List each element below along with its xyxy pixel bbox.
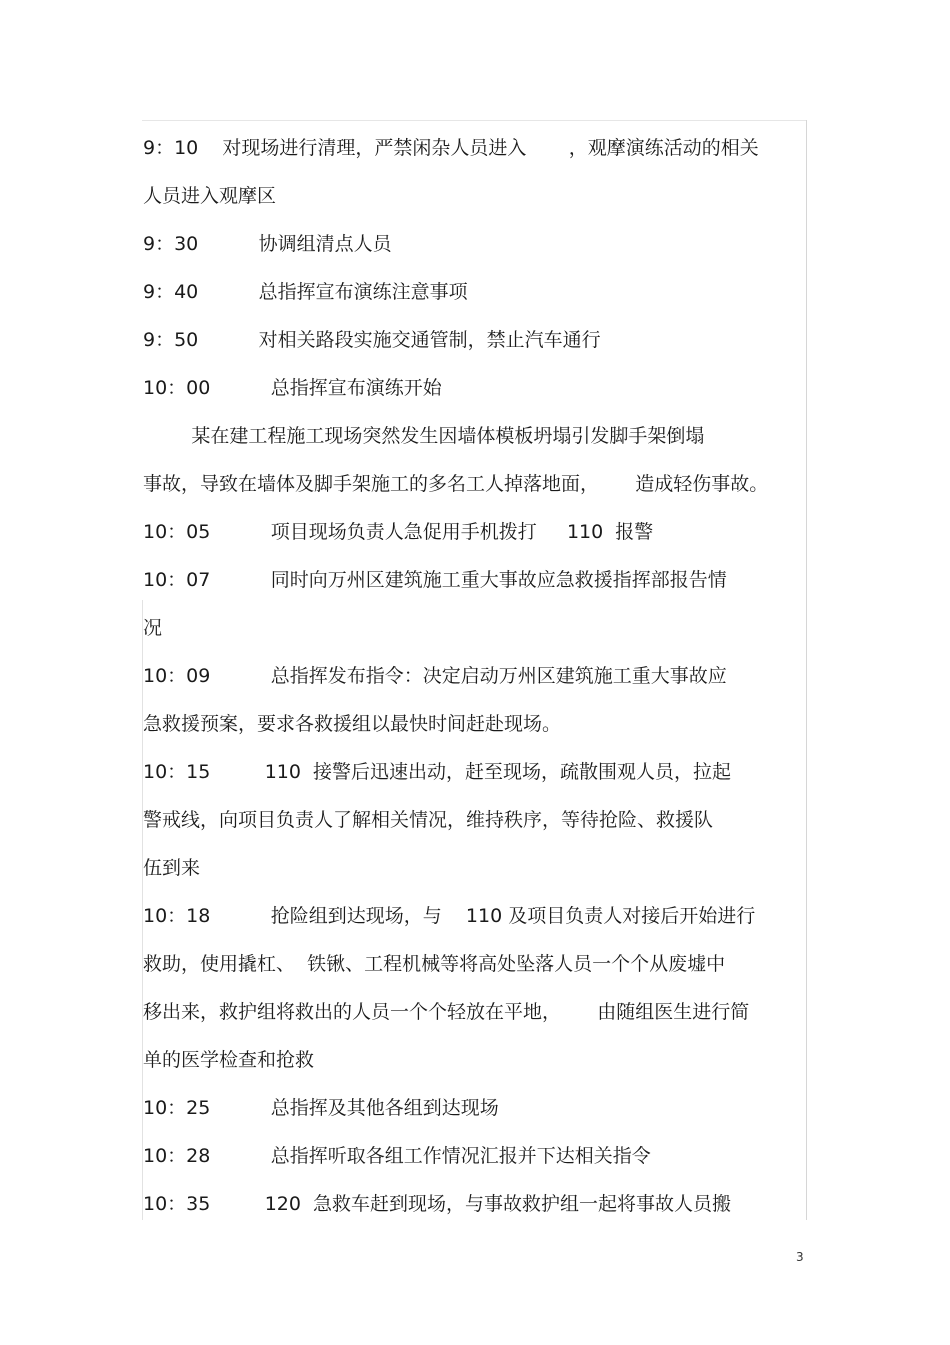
text-line: 10：25 总指挥及其他各组到达现场: [143, 1097, 499, 1119]
text-line: 急救援预案，要求各救援组以最快时间赶赴现场。: [143, 713, 562, 735]
text-line: 伍到来: [143, 857, 201, 879]
page-frame-top: [142, 120, 807, 121]
text-line: 10：18 抢险组到达现场，与 110 及项目负责人对接后开始进行: [143, 905, 756, 927]
text-line: 救助，使用撬杠、 铁锹、工程机械等将高处坠落人员一个个从废墟中: [143, 953, 726, 975]
text-line: 10：28 总指挥听取各组工作情况汇报并下达相关指令: [143, 1145, 651, 1167]
text-line: 单的医学检查和抢救: [143, 1049, 315, 1071]
text-line: 9：40 总指挥宣布演练注意事项: [143, 281, 468, 303]
text-line: 人员进入观摩区: [143, 185, 277, 207]
text-line: 10：00 总指挥宣布演练开始: [143, 377, 442, 399]
text-line: 况: [143, 617, 163, 639]
text-line: 警戒线，向项目负责人了解相关情况，维持秩序，等待抢险、救援队: [143, 809, 714, 831]
text-line: 9：10 对现场进行清理，严禁闲杂人员进入 ，观摩演练活动的相关: [143, 137, 759, 159]
text-line: 10：15 110 接警后迅速出动，赶至现场，疏散围观人员，拉起: [143, 761, 732, 783]
text-line: 9：50 对相关路段实施交通管制，禁止汽车通行: [143, 329, 601, 351]
text-line: 10：05 项目现场负责人急促用手机拨打 110 报警: [143, 521, 654, 543]
page-frame-right: [806, 120, 807, 1220]
page-number: 3: [796, 1250, 804, 1264]
text-line: 某在建工程施工现场突然发生因墙体模板坍塌引发脚手架倒塌: [143, 425, 705, 447]
text-line: 事故，导致在墙体及脚手架施工的多名工人掉落地面， 造成轻伤事故。: [143, 473, 769, 495]
text-line: 10：07 同时向万州区建筑施工重大事故应急救援指挥部报告情: [143, 569, 727, 591]
text-line: 10：09 总指挥发布指令：决定启动万州区建筑施工重大事故应: [143, 665, 727, 687]
text-line: 移出来，救护组将救出的人员一个个轻放在平地， 由随组医生进行简: [143, 1001, 750, 1023]
text-line: 10：35 120 急救车赶到现场，与事故救护组一起将事故人员搬: [143, 1193, 732, 1215]
text-line: 9：30 协调组清点人员: [143, 233, 392, 255]
